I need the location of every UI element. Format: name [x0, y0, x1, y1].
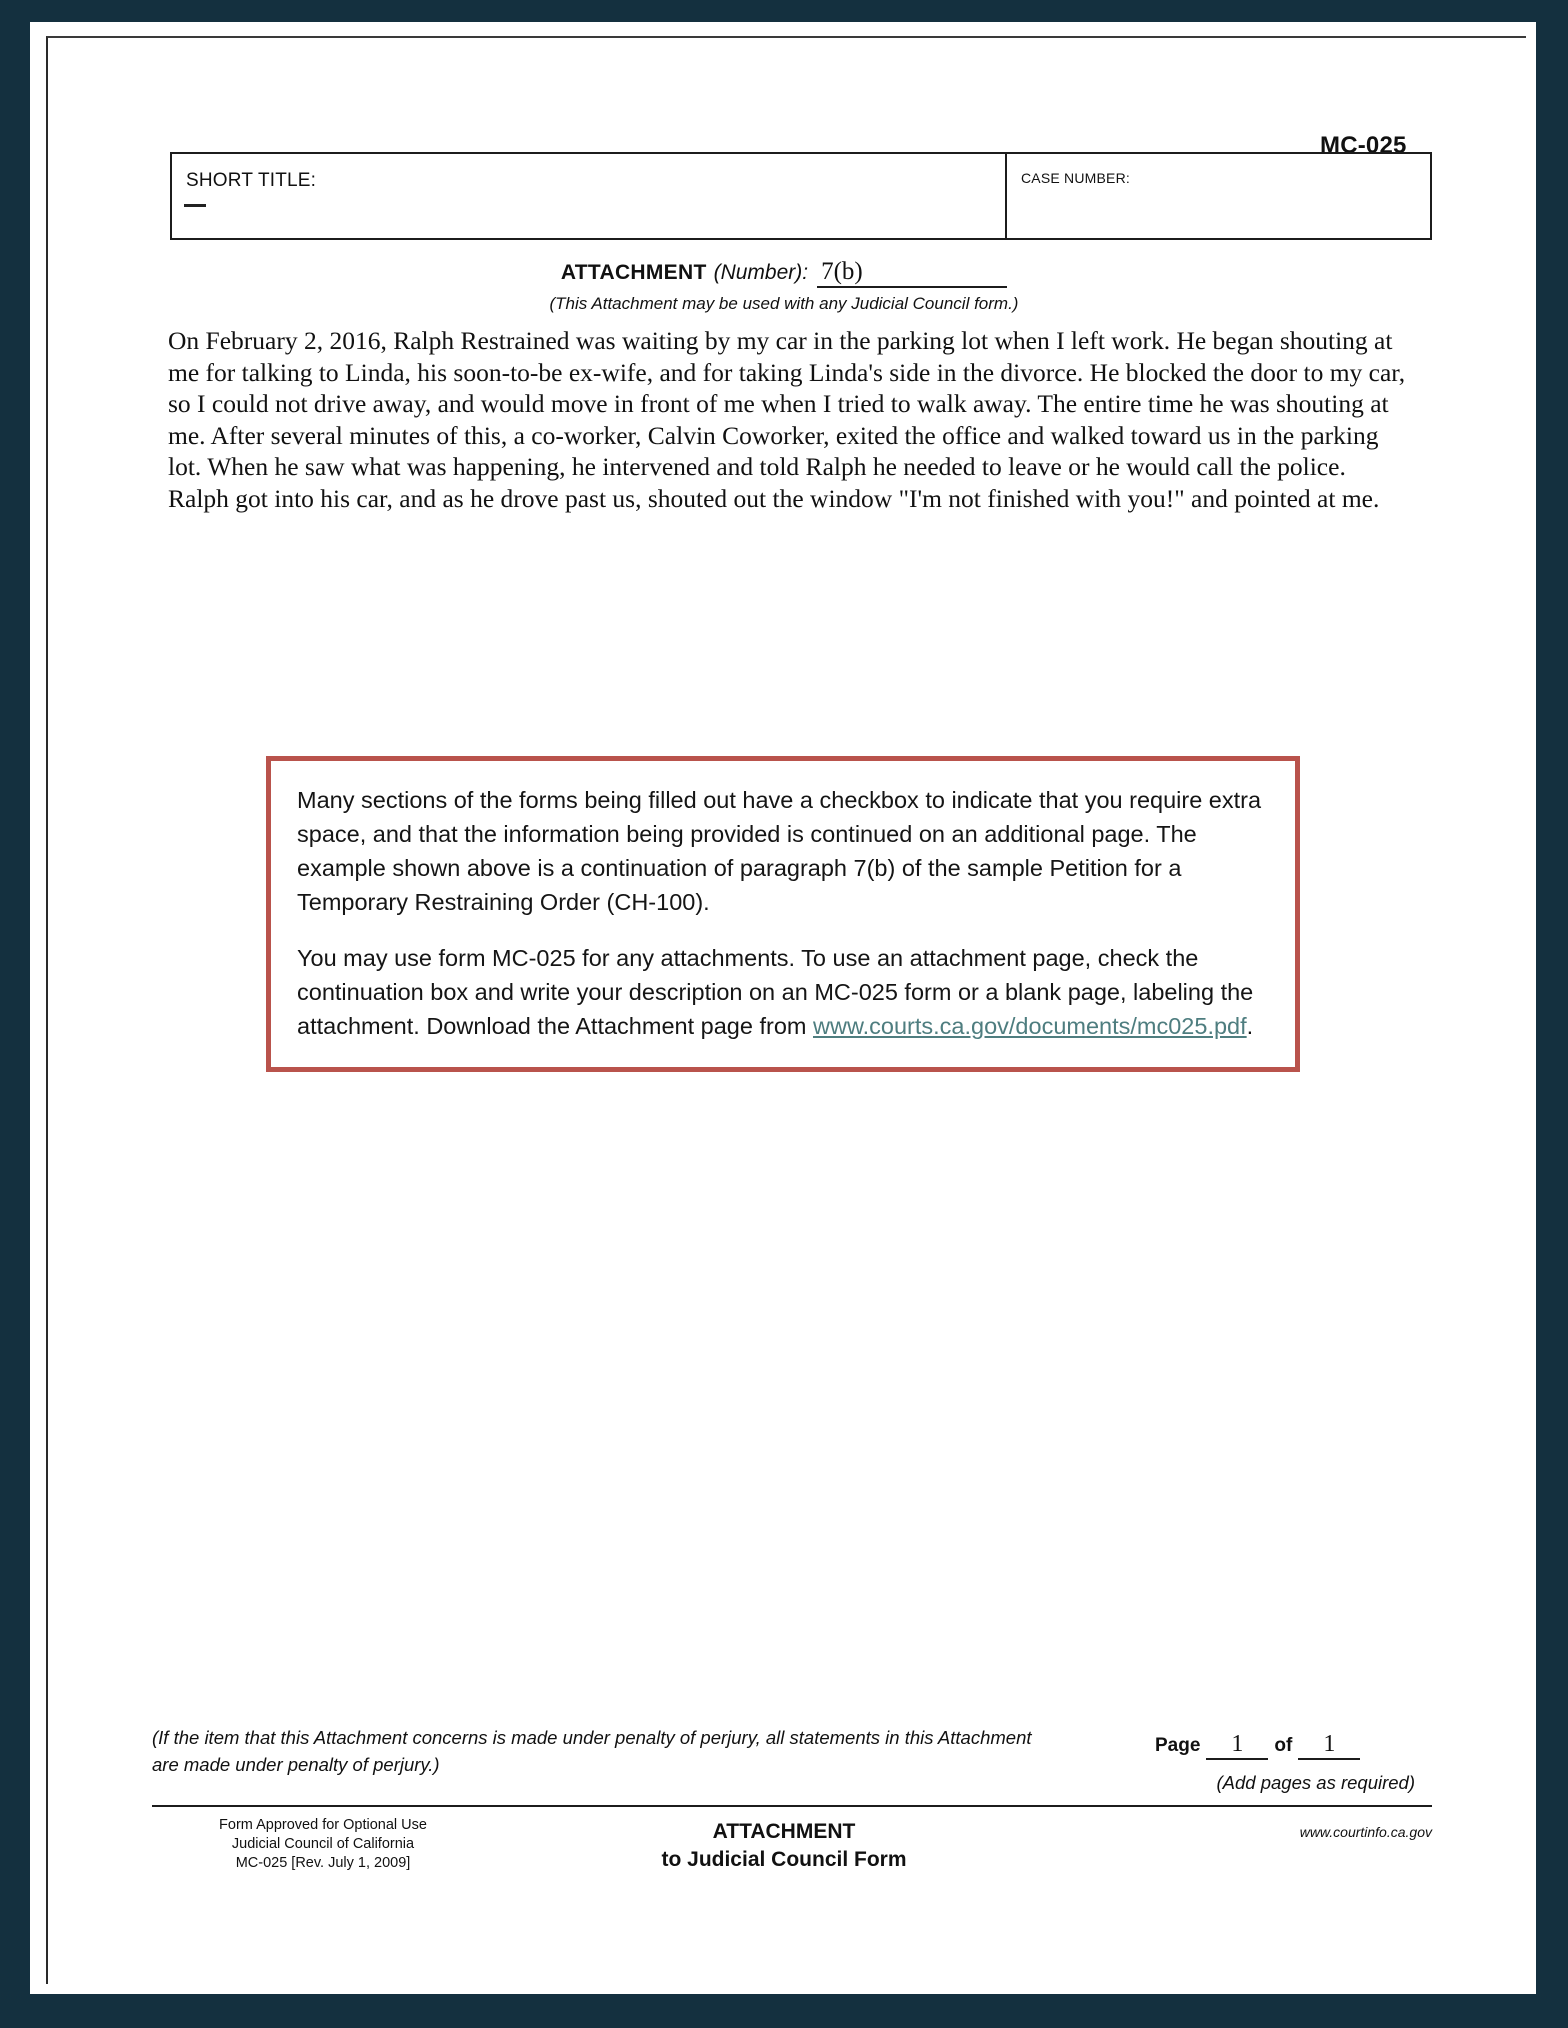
case-number-cell[interactable]	[1007, 154, 1430, 238]
callout-paragraph-2-text: You may use form MC-025 for any attachments. To use an attachment page, check the continuation box and write your description on an MC-025 form or a blank page, labeling the attachment. Download the Attachment page from	[297, 945, 1254, 1039]
callout-paragraph-2-period: .	[1246, 1013, 1254, 1039]
narrative-text: On February 2, 2016, Ralph Restrained was waiting by my car in the parking lot when I left work. He began shouting at me for talking to Linda, his soon-to-be ex-wife, and for taking Linda's side in the divorce. He blocked the door to my car, so I could not drive away, and would move in front of me when I tried to walk away. The entire time he was shouting at me. After several minutes of this, a co-worker, Calvin Coworker, exited the office and walked toward us in the parking lot. When he saw what was happening, he intervened and told Ralph he needed to leave or he would call the police. Ralph got into his car, and as he drove past us, shouted out the window "I'm not finished with you!" and pointed at me.	[168, 326, 1406, 513]
approval-line-3: MC-025 [Rev. July 1, 2009]	[235, 1855, 411, 1871]
page-total-field[interactable]	[1298, 1731, 1360, 1760]
callout-paragraph-2	[297, 941, 1269, 1043]
attachment-number-field[interactable]	[817, 258, 1007, 288]
page-current-field[interactable]	[1206, 1731, 1268, 1760]
footer-title-line-2: to Judicial Council Form	[661, 1848, 907, 1871]
perjury-note: (If the item that this Attachment concerns is made under penalty of perjury, all statements in this Attachment are made under penalty of perjury.)	[152, 1727, 1032, 1775]
attachment-heading	[0, 258, 1568, 288]
page-label: Page	[1155, 1735, 1201, 1756]
attachment-subnote: (This Attachment may be used with any Judicial Council form.)	[549, 294, 1019, 313]
short-title-label: SHORT TITLE:	[186, 170, 317, 191]
form-number-label: MC-025	[1320, 132, 1407, 159]
case-number-label: CASE NUMBER:	[1021, 170, 1130, 186]
attachment-heading-word: ATTACHMENT	[560, 261, 707, 284]
footer-web-address: www.courtinfo.ca.gov	[1299, 1824, 1432, 1840]
caption-box	[170, 152, 1432, 240]
short-title-dash-mark	[184, 204, 206, 207]
attachment-number-label: (Number):	[713, 261, 809, 284]
add-pages-note: (Add pages as required)	[1216, 1772, 1415, 1793]
page-total-value: 1	[1323, 1731, 1336, 1757]
instruction-callout-box	[266, 756, 1300, 1072]
footer-divider-rule	[152, 1805, 1432, 1807]
footer-title-line-1: ATTACHMENT	[712, 1820, 856, 1843]
approval-line-1: Form Approved for Optional Use	[219, 1817, 427, 1833]
mc025-download-link[interactable]: www.courts.ca.gov/documents/mc025.pdf	[813, 1013, 1247, 1039]
approval-line-2: Judicial Council of California	[231, 1836, 415, 1852]
attachment-number-value: 7(b)	[821, 258, 863, 285]
short-title-cell[interactable]	[172, 154, 1007, 238]
page-count-group	[1155, 1731, 1366, 1760]
of-label: of	[1274, 1735, 1293, 1756]
page-current-value: 1	[1231, 1731, 1244, 1757]
callout-paragraph-1: Many sections of the forms being filled out have a checkbox to indicate that you require extra space, and that the information being provided is continued on an additional page. The example shown above is a continuation of paragraph 7(b) of the sample Petition for a Temporary Restraining Order (CH-100).	[297, 787, 1262, 915]
